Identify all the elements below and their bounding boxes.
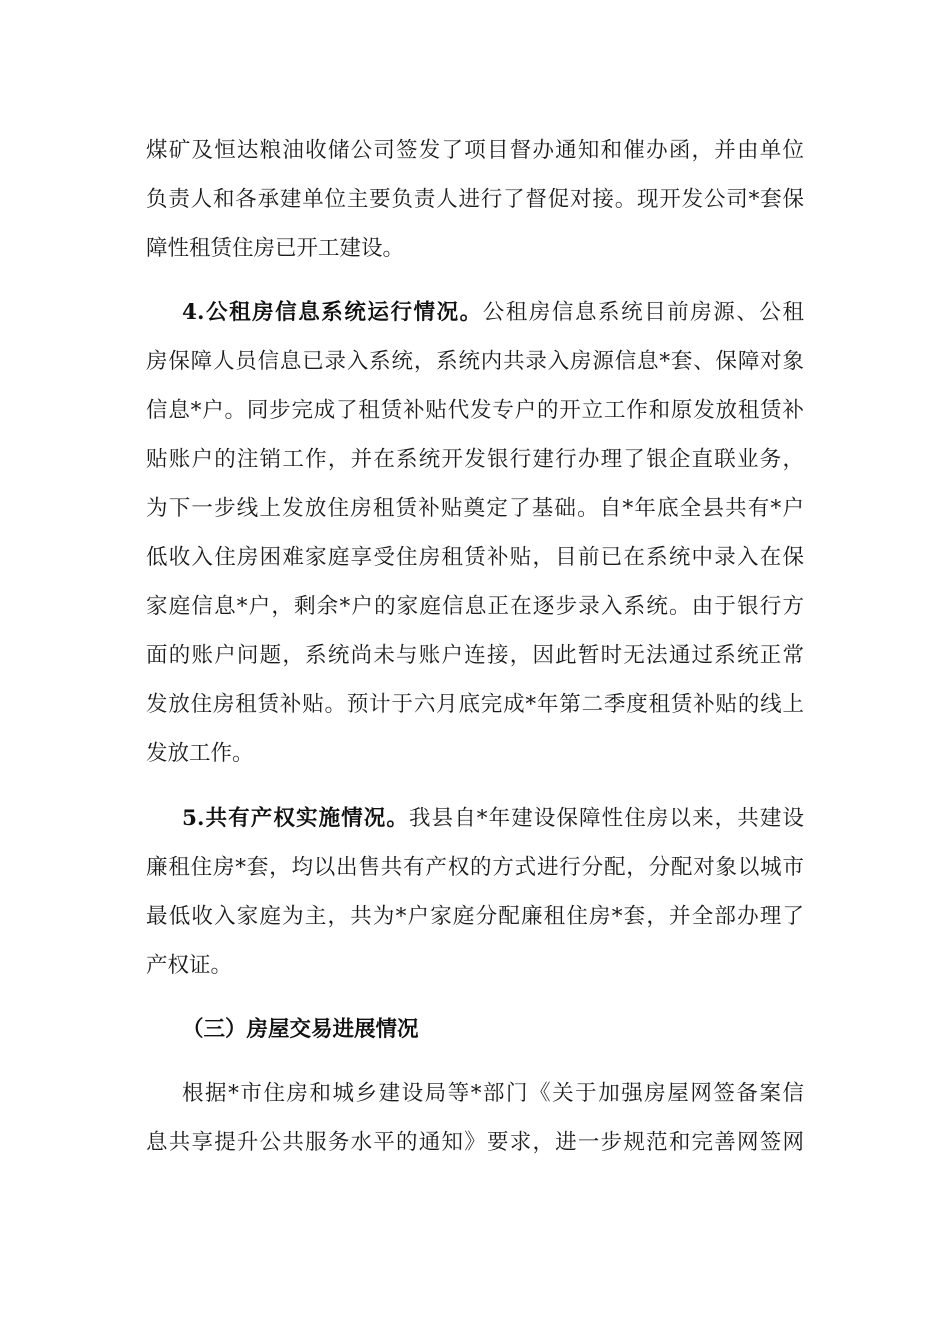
paragraph-line: 贴账户的注销工作，并在系统开发银行建行办理了银企直联业务， xyxy=(146,447,804,472)
paragraph-line: 发放工作。 xyxy=(146,741,254,766)
paragraph-first-line xyxy=(182,802,804,836)
paragraph-line: 低收入住房困难家庭享受住房租赁补贴，目前已在系统中录入在保 xyxy=(146,545,804,570)
paragraph-first-line: 根据*市住房和城乡建设局等*部门《关于加强房屋网签备案信 xyxy=(182,1081,804,1106)
paragraph-line: 产权证。 xyxy=(146,953,233,978)
paragraph-line: 息共享提升公共服务水平的通知》要求，进一步规范和完善网签网 xyxy=(146,1130,804,1155)
paragraph-line: 最低收入家庭为主，共为*户家庭分配廉租住房*套，并全部办理了 xyxy=(146,904,804,929)
paragraph-line: 廉租住房*套，均以出售共有产权的方式进行分配，分配对象以城市 xyxy=(146,855,804,880)
paragraph-line: 家庭信息*户，剩余*户的家庭信息正在逐步录入系统。由于银行方 xyxy=(146,594,804,619)
paragraph-text: 我县自*年建设保障性住房以来，共建设 xyxy=(408,806,804,831)
section-heading: （三）房屋交易进展情况 xyxy=(182,1017,419,1042)
paragraph-line: 煤矿及恒达粮油收储公司签发了项目督办通知和催办函，并由单位 xyxy=(146,138,804,163)
paragraph-line: 房保障人员信息已录入系统，系统内共录入房源信息*套、保障对象 xyxy=(146,349,804,374)
paragraph-line: 障性租赁住房已开工建设。 xyxy=(146,236,405,261)
paragraph-title: 4.公租房信息系统运行情况。 xyxy=(182,300,483,325)
paragraph-line: 发放住房租赁补贴。预计于六月底完成*年第二季度租赁补贴的线上 xyxy=(146,692,804,717)
paragraph-line: 信息*户。同步完成了租赁补贴代发专户的开立工作和原发放租赁补 xyxy=(146,398,804,423)
paragraph-first-line xyxy=(182,296,804,330)
paragraph-line: 面的账户问题，系统尚未与账户连接，因此暂时无法通过系统正常 xyxy=(146,643,804,668)
paragraph-line: 为下一步线上发放住房租赁补贴奠定了基础。自*年底全县共有*户 xyxy=(146,496,804,521)
paragraph-title: 5.共有产权实施情况。 xyxy=(182,806,409,831)
paragraph-text: 公租房信息系统目前房源、公租 xyxy=(482,300,804,325)
paragraph-line: 负责人和各承建单位主要负责人进行了督促对接。现开发公司*套保 xyxy=(146,187,804,212)
